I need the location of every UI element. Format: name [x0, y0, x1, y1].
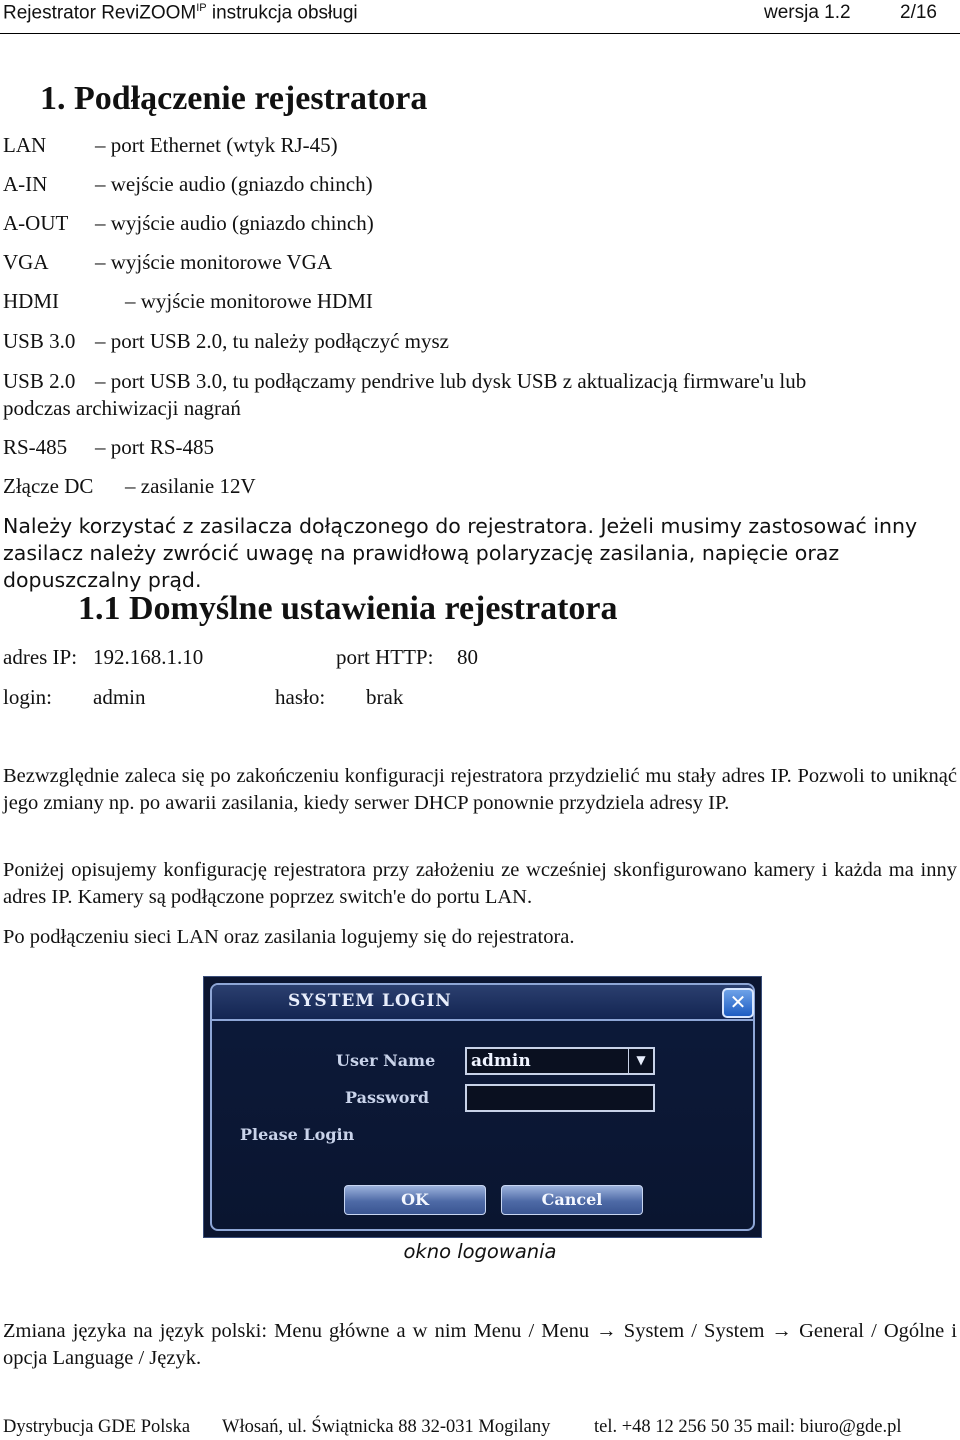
- login-value: admin: [93, 685, 146, 709]
- ip-label: adres IP:: [3, 645, 78, 669]
- login-dialog-titlebar: [212, 985, 753, 1021]
- password-label: hasło:: [275, 685, 326, 709]
- port-desc: – port Ethernet (wtyk RJ-45): [95, 133, 338, 157]
- footer-address: Włosań, ul. Świątnicka 88 32-031 Mogilany: [222, 1417, 551, 1437]
- port-desc: – port USB 3.0, tu podłączamy pendrive lub dysk USB z aktualizacją firmware'u lub: [95, 369, 807, 393]
- username-value: admin: [471, 1051, 531, 1071]
- login-dialog-frame: [210, 983, 755, 1231]
- port-name: A-OUT: [3, 211, 69, 235]
- chevron-down-icon[interactable]: ▼: [628, 1049, 653, 1073]
- page-number: 2/16: [900, 2, 937, 23]
- page-footer: [0, 1414, 960, 1440]
- login-prompt: Please Login: [240, 1125, 355, 1144]
- password-input[interactable]: [465, 1084, 655, 1112]
- close-icon[interactable]: ✕: [722, 988, 754, 1018]
- login-label: login:: [3, 685, 53, 709]
- port-name: USB 3.0: [3, 329, 76, 353]
- port-name: HDMI: [3, 289, 59, 313]
- doc-version: wersja 1.2: [764, 2, 851, 23]
- cancel-button[interactable]: Cancel: [501, 1185, 643, 1215]
- config-assumption: Poniżej opisujemy konfigurację rejestratora przy założeniu ze wcześniej skonfigurowano kamery i każda ma inny adres IP. Kamery są podłączone poprzez switch'e do portu LAN.: [3, 859, 957, 908]
- password-value: brak: [366, 685, 404, 709]
- port-desc: podczas archiwizacji nagrań: [3, 396, 241, 420]
- username-select[interactable]: [465, 1047, 655, 1075]
- port-desc: – wyjście monitorowe VGA: [95, 250, 332, 274]
- port-name: LAN: [3, 133, 47, 157]
- doc-title-sup: IP: [196, 2, 207, 14]
- language-change-note: Zmiana języka na język polski: Menu główne a w nim Menu / Menu → System / System → General / Ogólne i opcja Language / Język.: [3, 1320, 957, 1369]
- footer-company: Dystrybucja GDE Polska: [3, 1417, 191, 1437]
- http-port-value: 80: [457, 645, 478, 669]
- header-divider: [0, 33, 960, 34]
- port-desc: – port USB 2.0, tu należy podłączyć mysz: [95, 329, 450, 353]
- ok-button[interactable]: OK: [344, 1185, 486, 1215]
- username-label: User Name: [336, 1051, 436, 1070]
- doc-title-rest: instrukcja obsługi: [211, 2, 358, 24]
- login-dialog: [203, 976, 762, 1238]
- port-name: RS-485: [3, 435, 68, 459]
- port-desc: – zasilanie 12V: [125, 474, 256, 498]
- port-name: A-IN: [3, 172, 48, 196]
- power-supply-note: Należy korzystać z zasilacza dołączonego do rejestratora. Jeżeli musimy zastosować inny zasilacz należy zwrócić uwagę na prawidłową polaryzację zasilania, napięcie oraz dopuszczalny prąd.: [3, 514, 918, 592]
- static-ip-advice: Bezwzględnie zaleca się po zakończeniu konfiguracji rejestratora przydzielić mu stały adres IP. Pozwoli to uniknąć jego zmiany np. po awarii zasilania, kiedy serwer DHCP ponownie przydziela adresy IP.: [3, 765, 957, 814]
- password-field-label: Password: [345, 1088, 430, 1107]
- port-name: USB 2.0: [3, 369, 76, 393]
- port-desc: – wyjście audio (gniazdo chinch): [95, 211, 374, 235]
- port-name: Złącze DC: [3, 474, 94, 498]
- login-dialog-title: SYSTEM LOGIN: [288, 991, 452, 1011]
- port-desc: – wejście audio (gniazdo chinch): [95, 172, 373, 196]
- ip-value: 192.168.1.10: [93, 645, 204, 669]
- doc-title-main: Rejestrator ReviZOOM: [3, 2, 197, 24]
- figure-caption: okno logowania: [403, 1240, 557, 1263]
- port-desc: – port RS-485: [95, 435, 215, 459]
- page-header: [0, 0, 960, 34]
- http-port-label: port HTTP:: [336, 645, 434, 669]
- doc-title: [3, 2, 358, 24]
- footer-contact: tel. +48 12 256 50 35 mail: biuro@gde.pl: [594, 1417, 902, 1437]
- section-heading-defaults: 1.1 Domyślne ustawienia rejestratora: [78, 590, 618, 627]
- port-desc: – wyjście monitorowe HDMI: [125, 289, 373, 313]
- login-instruction: Po podłączeniu sieci LAN oraz zasilania logujemy się do rejestratora.: [3, 926, 575, 948]
- port-name: VGA: [3, 250, 49, 274]
- section-heading-connection: 1. Podłączenie rejestratora: [40, 80, 428, 117]
